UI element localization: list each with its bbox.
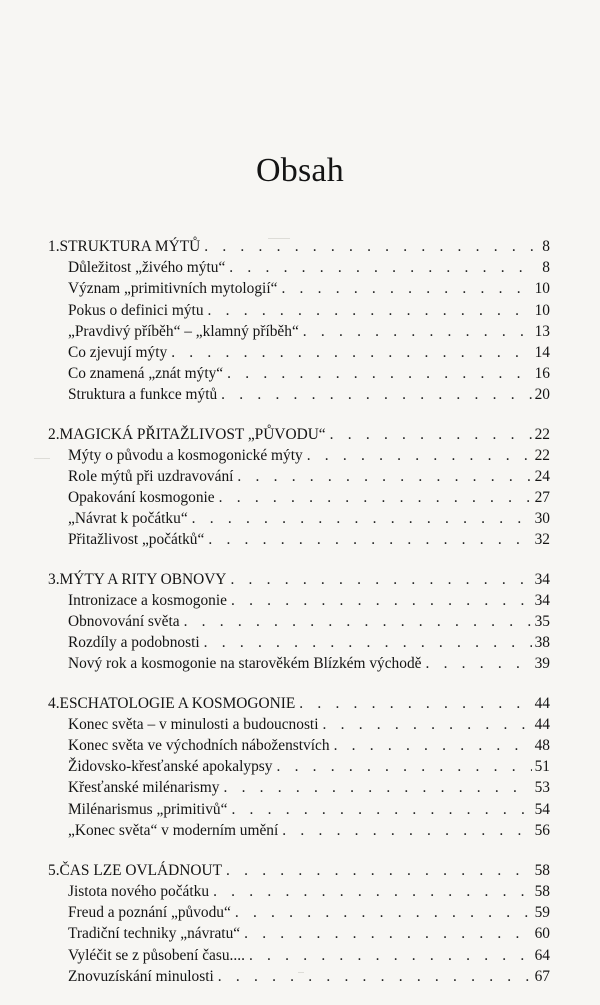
dot-leader (303, 321, 532, 342)
chapter-title: STRUKTURA MÝTŮ (59, 238, 201, 255)
dot-leader (192, 508, 532, 529)
page-number: 35 (534, 613, 550, 630)
chapter-number: 5. (48, 861, 60, 879)
toc-chapter-heading[interactable] (48, 424, 550, 445)
dot-leader (235, 902, 532, 923)
toc-section-4 (0, 693, 600, 841)
toc-entry[interactable] (68, 487, 550, 508)
entry-title: Nový rok a kosmogonie na starověkém Blízkém východě (68, 655, 422, 673)
entry-title: Znovuzískání minulosti (68, 967, 214, 985)
chapter-number: 4. (48, 694, 60, 712)
dot-leader (219, 487, 532, 508)
entry-title: Rozdíly a podobnosti (68, 634, 200, 652)
dot-leader (208, 300, 532, 321)
toc-chapter-heading[interactable] (48, 860, 550, 881)
page-number: 14 (534, 343, 550, 361)
toc-entry[interactable] (68, 300, 550, 321)
toc-entry[interactable] (68, 923, 550, 944)
toc-entry[interactable] (68, 257, 550, 278)
toc-entry[interactable] (68, 735, 550, 756)
dot-leader (299, 693, 531, 714)
entry-title: Konec světa ve východních náboženstvích (68, 736, 330, 754)
toc-entry[interactable] (68, 363, 550, 384)
chapter-number: 2. (48, 425, 60, 443)
entry-title: Intronizace a kosmogonie (68, 591, 227, 609)
entry-title: „Návrat k počátku“ (68, 510, 188, 528)
dot-leader (330, 424, 532, 445)
page-number: 27 (534, 489, 550, 507)
page-number: 24 (534, 467, 550, 485)
toc-entry[interactable] (68, 611, 550, 632)
entry-title: Přitažlivost „počátků“ (68, 531, 205, 549)
dot-leader (334, 735, 532, 756)
chapter-number: 1. (48, 238, 60, 255)
dot-leader (323, 714, 532, 735)
dot-leader (237, 466, 531, 487)
dot-leader (221, 384, 531, 405)
toc-section-1 (0, 236, 600, 406)
page-number: 20 (534, 386, 550, 404)
page-title: Obsah (256, 152, 344, 189)
page-number: 10 (534, 301, 550, 319)
entry-title: Židovsko-křesťanské apokalypsy (68, 758, 273, 776)
page-number: 44 (534, 694, 550, 712)
entry-title: Křesťanské milénarismy (68, 779, 220, 797)
toc-entry[interactable] (68, 881, 550, 902)
toc-entry[interactable] (68, 321, 550, 342)
page-number: 60 (534, 925, 550, 943)
toc-section-3 (0, 569, 600, 675)
toc-entry[interactable] (68, 508, 550, 529)
dot-leader (213, 881, 532, 902)
chapter-title: MÝTY A RITY OBNOVY (59, 570, 227, 588)
toc-entry[interactable] (68, 799, 550, 820)
entry-title: Význam „primitivních mytologií“ (68, 280, 278, 298)
dot-leader (231, 590, 532, 611)
scan-smudge (268, 238, 290, 239)
entry-title: Pokus o definici mýtu (68, 301, 204, 319)
toc-entry[interactable] (68, 384, 550, 405)
dot-leader (226, 860, 532, 881)
scan-smudge (298, 972, 304, 973)
dot-leader (281, 278, 531, 299)
toc-entry[interactable] (68, 590, 550, 611)
toc-chapter-heading[interactable] (48, 236, 550, 257)
page-number: 39 (534, 655, 550, 673)
toc-section-5 (0, 860, 600, 987)
entry-title: Důležitost „živého mýtu“ (68, 259, 226, 277)
entry-title: Tradiční techniky „návratu“ (68, 925, 241, 943)
toc-entry[interactable] (68, 278, 550, 299)
toc-chapter-heading[interactable] (48, 569, 550, 590)
page-number: 30 (534, 510, 550, 528)
toc-entry[interactable] (68, 777, 550, 798)
entry-title: Mýty o původu a kosmogonické mýty (68, 446, 303, 464)
page-number: 8 (542, 259, 550, 277)
page-number: 38 (534, 634, 550, 652)
dot-leader (276, 756, 531, 777)
entry-title: Opakování kosmogonie (68, 489, 215, 507)
dot-leader (218, 966, 532, 987)
page-number: 34 (534, 591, 550, 609)
entry-title: Freud a poznání „původu“ (68, 904, 231, 922)
page-number: 34 (534, 570, 550, 588)
page-number: 58 (534, 861, 550, 879)
toc-entry[interactable] (68, 653, 550, 674)
dot-leader (204, 632, 532, 653)
page-number: 22 (534, 425, 550, 443)
page-number: 51 (534, 758, 550, 776)
entry-title: Vyléčit se z působení času.... (68, 946, 245, 964)
toc-entry[interactable] (68, 966, 550, 987)
dot-leader (223, 777, 531, 798)
dot-leader (171, 342, 531, 363)
page-number: 54 (534, 800, 550, 818)
chapter-title: MAGICKÁ PŘITAŽLIVOST „PŮVODU“ (59, 425, 326, 443)
entry-title: Konec světa – v minulosti a budoucnosti (68, 715, 319, 733)
page-number: 10 (534, 280, 550, 298)
page-number: 44 (534, 715, 550, 733)
page-number: 67 (534, 967, 550, 985)
page-number: 16 (534, 365, 550, 383)
page-number: 59 (534, 904, 550, 922)
entry-title: Milénarismus „primitivů“ (68, 800, 228, 818)
page-number: 53 (534, 779, 550, 797)
toc-entry[interactable] (68, 529, 550, 550)
dot-leader (208, 529, 531, 550)
entry-title: „Konec světa“ v moderním umění (68, 821, 279, 839)
toc-entry[interactable] (68, 466, 550, 487)
dot-leader (249, 945, 532, 966)
page-number: 56 (534, 821, 550, 839)
entry-title: Obnovování světa (68, 613, 180, 630)
toc-entry[interactable] (68, 756, 550, 777)
toc-entry[interactable] (68, 902, 550, 923)
toc-entry[interactable] (68, 632, 550, 653)
toc-chapter-heading[interactable] (48, 693, 550, 714)
toc-entry[interactable] (68, 714, 550, 735)
entry-title: Struktura a funkce mýtů (68, 386, 218, 404)
chapter-title: ČAS LZE OVLÁDNOUT (59, 861, 222, 879)
table-of-contents (0, 236, 600, 1005)
entry-title: Role mýtů při uzdravování (68, 467, 234, 485)
dot-leader (231, 799, 531, 820)
page-number: 48 (534, 736, 550, 754)
entry-title: „Pravdivý příběh“ – „klamný příběh“ (68, 322, 299, 340)
page-number: 22 (534, 446, 550, 464)
dot-leader (230, 569, 531, 590)
toc-entry[interactable] (68, 820, 550, 841)
dot-leader (244, 923, 532, 944)
entry-title: Jistota nového počátku (68, 883, 210, 901)
dot-leader (204, 236, 533, 257)
toc-section-2 (0, 424, 600, 551)
toc-entry[interactable] (68, 445, 550, 466)
dot-leader (282, 820, 531, 841)
page-number: 8 (542, 238, 550, 255)
page-number: 64 (534, 946, 550, 964)
entry-title: Co zjevují mýty (68, 343, 168, 361)
page-number: 32 (534, 531, 550, 549)
chapter-number: 3. (48, 570, 60, 588)
dot-leader (184, 611, 532, 632)
chapter-title: ESCHATOLOGIE A KOSMOGONIE (59, 694, 296, 712)
dot-leader (229, 257, 533, 278)
page-number: 13 (534, 322, 550, 340)
page-number: 58 (534, 883, 550, 901)
dot-leader (307, 445, 532, 466)
entry-title: Co znamená „znát mýty“ (68, 365, 224, 383)
scan-smudge (34, 458, 50, 459)
dot-leader (425, 653, 531, 674)
toc-entry[interactable] (68, 342, 550, 363)
dot-leader (227, 363, 531, 384)
toc-entry[interactable] (68, 945, 550, 966)
